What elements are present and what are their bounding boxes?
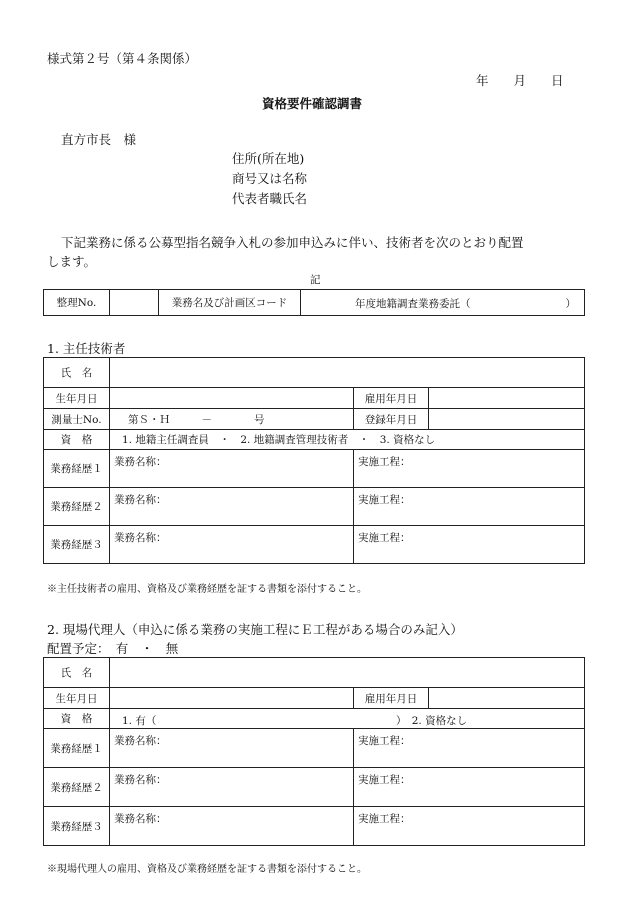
section2-title: 2. 現場代理人（申込に係る業務の実施工程にＥ工程がある場合のみ記入） xyxy=(47,622,463,637)
gyomu-close: ） xyxy=(565,298,576,310)
s2-qual-option2: ） 2. 資格なし xyxy=(396,715,468,727)
date-label: 年 月 日 xyxy=(476,73,564,88)
s1-reg-value[interactable] xyxy=(429,409,585,430)
s1-qual-label: 資 格 xyxy=(44,430,110,450)
s1-name-label: 氏 名 xyxy=(44,358,110,388)
representative-label: 代表者職氏名 xyxy=(232,191,308,206)
s2-history-name[interactable]: 業務名称： xyxy=(110,768,354,807)
ki-label: 記 xyxy=(310,274,321,286)
s1-surveyor-label: 測量士No. xyxy=(44,409,110,430)
s1-history-label: 業務経歴１ xyxy=(44,450,110,488)
s2-birth-label: 生年月日 xyxy=(44,688,110,709)
s2-history-process[interactable]: 実施工程： xyxy=(354,768,585,807)
s1-history-process[interactable]: 実施工程： xyxy=(354,450,585,488)
s2-history-process[interactable]: 実施工程： xyxy=(354,729,585,768)
gyomu-code-label: 業務名及び計画区コード xyxy=(159,290,301,316)
s1-history-process[interactable]: 実施工程： xyxy=(354,488,585,526)
s2-history-label: 業務経歴１ xyxy=(44,729,110,768)
company-label: 商号又は名称 xyxy=(232,171,308,186)
gyomu-name: 年度地籍調査業務委託（ xyxy=(355,298,471,310)
s2-qual-label: 資 格 xyxy=(44,709,110,729)
s2-history-label: 業務経歴３ xyxy=(44,807,110,846)
s1-history-label: 業務経歴３ xyxy=(44,526,110,564)
addressee: 直方市長 様 xyxy=(61,132,137,147)
s2-history-label: 業務経歴２ xyxy=(44,768,110,807)
s2-plan-label[interactable]: 配置予定： 有 ・ 無 xyxy=(47,641,179,656)
address-label: 住所(所在地) xyxy=(232,151,305,166)
s2-history-process[interactable]: 実施工程： xyxy=(354,807,585,846)
s1-history-name[interactable]: 業務名称： xyxy=(110,526,354,564)
s1-hire-label: 雇用年月日 xyxy=(354,388,429,409)
s1-reg-label: 登録年月日 xyxy=(354,409,429,430)
s1-birth-label: 生年月日 xyxy=(44,388,110,409)
s2-birth-value[interactable] xyxy=(110,688,354,709)
intro-line-1: 下記業務に係る公募型指名競争入札の参加申込みに伴い、技術者を次のとおり配置 xyxy=(61,235,524,250)
s2-qual-cell[interactable] xyxy=(110,709,585,729)
s1-history-label: 業務経歴２ xyxy=(44,488,110,526)
seiri-label: 整理No. xyxy=(44,290,110,316)
s1-hire-value[interactable] xyxy=(429,388,585,409)
page-title: 資格要件確認調書 xyxy=(262,96,363,111)
s1-surveyor-value[interactable]: 第Ｓ・Ｈ － 号 xyxy=(110,409,354,430)
s2-qual-option1: 1. 有（ xyxy=(122,715,157,727)
s2-history-name[interactable]: 業務名称： xyxy=(110,729,354,768)
s1-history-name[interactable]: 業務名称： xyxy=(110,488,354,526)
s1-history-name[interactable]: 業務名称： xyxy=(110,450,354,488)
business-header-table xyxy=(43,289,585,316)
s2-history-name[interactable]: 業務名称： xyxy=(110,807,354,846)
s1-birth-value[interactable] xyxy=(110,388,354,409)
s1-history-process[interactable]: 実施工程： xyxy=(354,526,585,564)
s2-hire-value[interactable] xyxy=(429,688,585,709)
intro-line-2: します。 xyxy=(47,254,97,269)
site-agent-table xyxy=(43,657,585,846)
s2-name-value[interactable] xyxy=(110,658,585,688)
gyomu-name-cell[interactable] xyxy=(301,290,585,316)
s1-name-value[interactable] xyxy=(110,358,585,388)
s2-note: ※現場代理人の雇用、資格及び業務経歴を証する書類を添付すること。 xyxy=(47,864,367,875)
s2-name-label: 氏 名 xyxy=(44,658,110,688)
s1-note: ※主任技術者の雇用、資格及び業務経歴を証する書類を添付すること。 xyxy=(47,584,367,595)
s1-qual-options[interactable]: 1. 地籍主任調査員 ・ 2. 地籍調査管理技術者 ・ 3. 資格なし xyxy=(110,430,585,450)
s2-hire-label: 雇用年月日 xyxy=(354,688,429,709)
chief-engineer-table xyxy=(43,357,585,564)
section1-title: 1. 主任技術者 xyxy=(47,341,126,356)
form-number: 様式第２号（第４条関係） xyxy=(47,51,198,66)
seiri-value[interactable] xyxy=(110,290,159,316)
